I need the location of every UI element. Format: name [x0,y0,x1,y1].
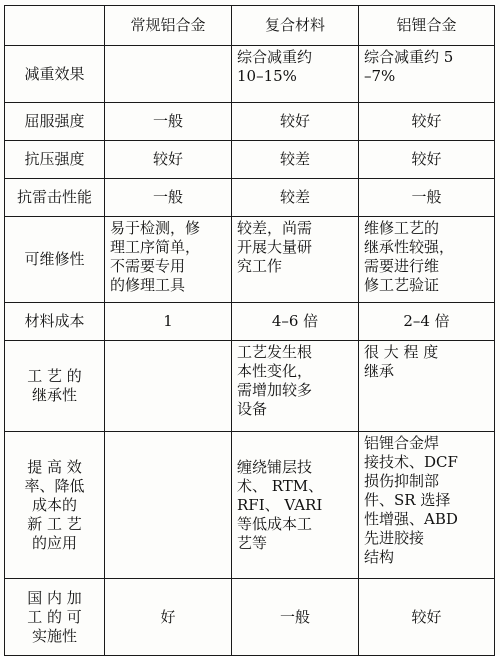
table-row [5,432,495,579]
comparison-table [4,5,495,656]
table-cell: 铝锂合金焊 接技术、DCF 损伤抑制部 件、SR 选择 性增强、ABD 先进胶接 结构 [359,432,495,579]
table-cell: 易于检测，修 理工序简单， 不需要专用 的修理工具 [105,217,232,303]
table-cell: 较差 [232,179,359,217]
table-cell: 4–6 倍 [232,303,359,341]
table-cell: 好 [105,579,232,656]
table-cell: 较好 [359,141,495,179]
table-cell [105,46,232,103]
row-label: 抗压强度 [5,141,105,179]
table-cell: 2–4 倍 [359,303,495,341]
table-cell: 很 大 程 度 继承 [359,341,495,432]
table-cell [105,341,232,432]
table-cell: 综合减重约 10–15% [232,46,359,103]
table-cell: 一般 [359,179,495,217]
header-composite: 复合材料 [232,6,359,46]
table-row [5,179,495,217]
row-label: 提 高 效 率、降低 成本的 新 工 艺 的应用 [5,432,105,579]
table-cell: 维修工艺的 继承性较强， 需要进行维 修工艺验证 [359,217,495,303]
row-label: 减重效果 [5,46,105,103]
row-label: 国 内 加 工 的 可 实施性 [5,579,105,656]
table-row [5,303,495,341]
row-label: 屈服强度 [5,103,105,141]
table-cell: 一般 [105,179,232,217]
table-cell: 较差 [232,141,359,179]
table-cell: 综合减重约 5 –7% [359,46,495,103]
table-header-row [5,6,495,46]
header-conventional-aluminum: 常规铝合金 [105,6,232,46]
table-cell: 较好 [232,103,359,141]
row-label: 材料成本 [5,303,105,341]
table-cell: 较好 [359,579,495,656]
table-cell: 一般 [105,103,232,141]
table-cell: 较好 [359,103,495,141]
table-row [5,341,495,432]
table-row [5,579,495,656]
row-label: 抗雷击性能 [5,179,105,217]
table-cell [105,432,232,579]
table-cell: 工艺发生根 本性变化， 需增加较多 设备 [232,341,359,432]
table-cell: 较差，尚需 开展大量研 究工作 [232,217,359,303]
table-row [5,103,495,141]
row-label: 可维修性 [5,217,105,303]
table-row [5,141,495,179]
header-aluminum-lithium: 铝锂合金 [359,6,495,46]
table-cell: 1 [105,303,232,341]
table-row [5,217,495,303]
header-corner-cell [5,6,105,46]
table-cell: 缠绕铺层技 术、 RTM、 RFI、 VARI 等低成本工 艺等 [232,432,359,579]
table-row [5,46,495,103]
table-cell: 一般 [232,579,359,656]
row-label: 工 艺 的 继承性 [5,341,105,432]
table-cell: 较好 [105,141,232,179]
